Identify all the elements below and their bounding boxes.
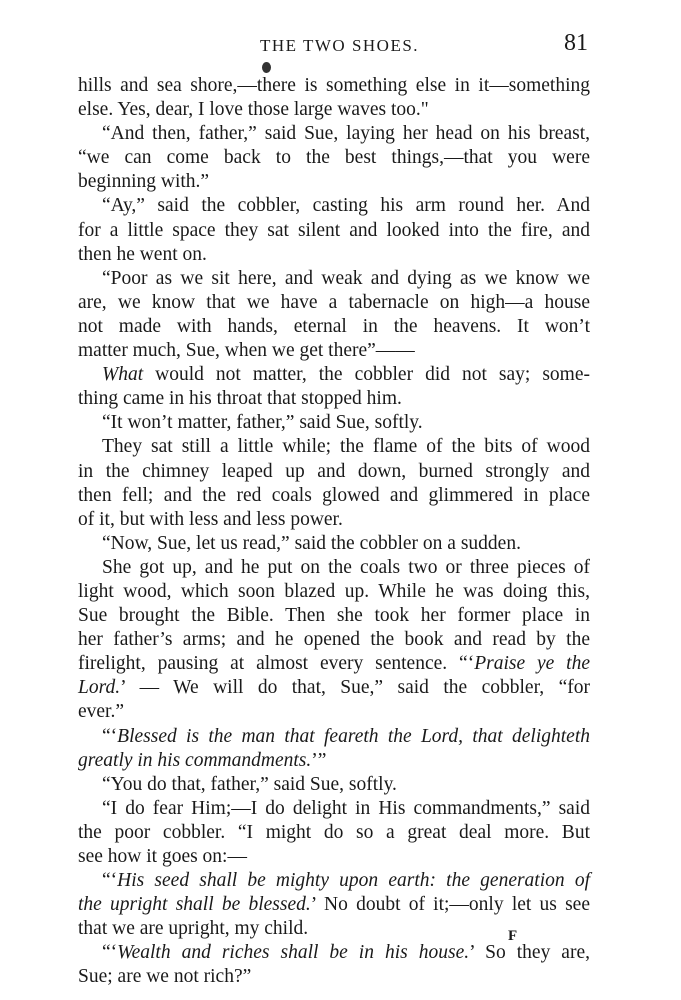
text-run: firelight, pausing at almost every sentence. “‘ [78,653,475,675]
italic-text: Blessed is the man that feareth the Lord, that delighteth [117,725,590,747]
text-line: “And then, father,” said Sue, laying her head on his breast, [102,123,590,145]
italic-text: His seed shall be mighty upon earth: the generation of [117,870,590,892]
text-line: hills and sea shore,—there is something else in it—something [78,75,590,96]
italic-text: Praise ye the [474,653,591,675]
text-run: ’ No doubt of it;—only let us see [310,894,590,916]
ink-spot [262,62,271,73]
text-line: “Poor as we sit here, and weak and dying as we know we [102,267,590,289]
text-line: of it, but with less and less power. [78,508,343,530]
italic-text: What [102,364,144,386]
text-run: ’” [311,749,327,771]
text-line: Sue brought the Bible. Then she took her former place in [78,605,590,627]
text-line: “Now, Sue, let us read,” said the cobbler on a sudden. [102,532,521,554]
running-title: THE TWO SHOES. [260,36,420,55]
text-line: beginning with.” [78,171,210,193]
text-line: light wood, which soon blazed up. While he was doing this, [78,580,590,602]
text-line: for a little space they sat silent and looked into the fire, and [78,219,590,241]
text-run: “‘ [102,942,118,964]
italic-text: greatly in his commandments. [78,749,312,771]
text-line: then fell; and the red coals glowed and glimmered in place [78,484,590,506]
text-line: Sue; are we not rich?” [78,966,252,988]
text-line: “we can come back to the best things,—that you were [78,147,590,169]
text-line: that we are upright, my child. [78,918,309,940]
text-line: She got up, and he put on the coals two or three pieces of [102,556,590,578]
text-line [78,893,590,917]
text-line: see how it goes on:— [78,846,247,867]
text-line [78,869,590,893]
text-line: “It won’t matter, father,” said Sue, softly. [102,412,423,434]
italic-text: Lord. [78,677,121,699]
text-line [78,749,590,773]
text-line: “I do fear Him;—I do delight in His commandments,” said [102,797,590,819]
text-line: are, we know that we have a tabernacle on high—a house [78,291,590,313]
text-line: “Ay,” said the cobbler, casting his arm round her. And [102,195,590,217]
page-number: 81 [564,30,588,56]
text-line: not made with hands, eternal in the heavens. It won’t [78,315,590,337]
body-text [78,74,590,990]
page-header [78,30,588,64]
text-line: the poor cobbler. “I might do so a great deal more. But [78,821,590,843]
text-line: in the chimney leaped up and down, burned strongly and [78,460,590,482]
text-line [78,725,590,749]
text-run: “‘ [102,725,118,747]
text-run: ’ — We will do that, Sue,” said the cobbler, “for [120,677,590,699]
text-line: ever.” [78,701,125,723]
text-line: her father’s arms; and he opened the book and read by the [78,629,590,651]
text-line: thing came in his throat that stopped him. [78,388,402,410]
italic-text: the upright shall be blessed. [78,894,311,916]
text-line [78,363,590,387]
text-line [78,676,590,700]
text-line: then he went on. [78,243,207,265]
italic-text: Wealth and riches shall be in his house. [117,942,470,964]
text-run: “‘ [102,870,118,892]
signature-mark: F [508,928,518,944]
text-line: else. Yes, dear, I love those large waves too." [78,99,429,121]
text-line: matter much, Sue, when we get there”—— [78,340,415,362]
text-line: They sat still a little while; the flame of the bits of wood [102,436,590,458]
text-line: “You do that, father,” said Sue, softly. [102,773,397,795]
text-run: ’ So they are, [469,942,590,964]
text-run: would not matter, the cobbler did not say; some- [143,364,590,386]
text-line [78,652,590,676]
